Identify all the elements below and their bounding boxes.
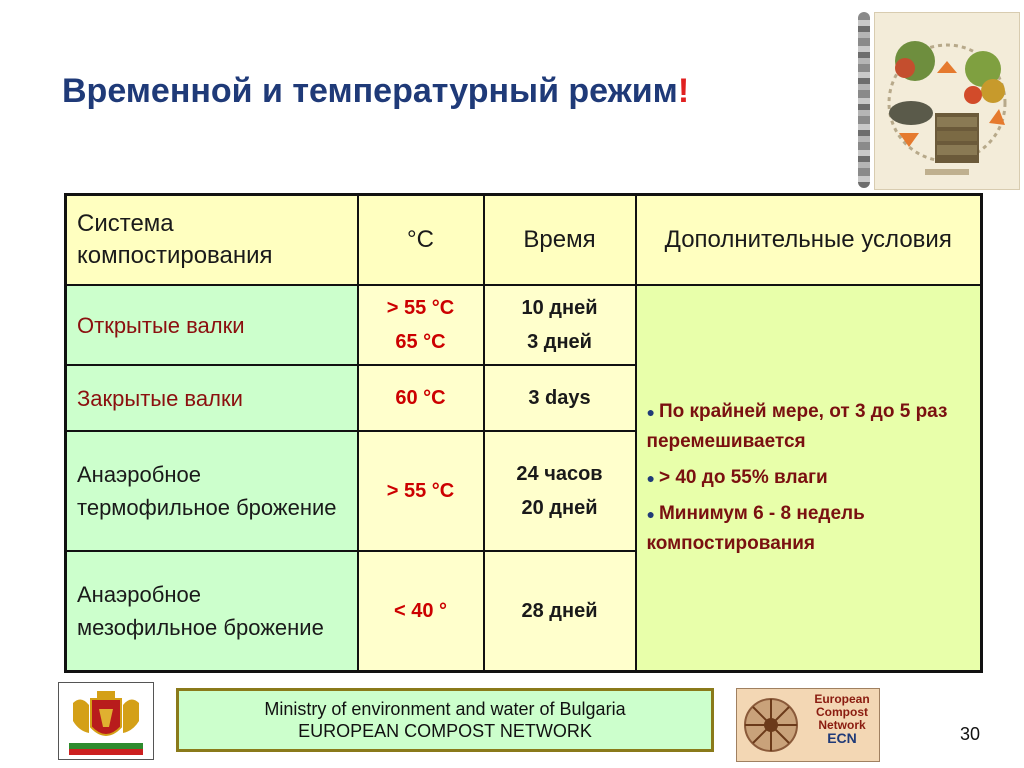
ecn-word: Network (818, 718, 866, 732)
compost-cycle-photo (874, 12, 1020, 190)
title-text: Временной и температурный режим (62, 72, 678, 110)
footer-line-1: Ministry of environment and water of Bulgaria (264, 699, 626, 719)
table-row (66, 285, 982, 365)
row-name-text: Открытые валки (77, 312, 245, 338)
header-conditions (636, 195, 982, 286)
condition-item (647, 499, 971, 559)
compost-cycle-svg (875, 13, 1019, 189)
ecn-acronym: ECN (827, 730, 857, 746)
footer-line-2: EUROPEAN COMPOST NETWORK (298, 721, 592, 741)
page-number: 30 (960, 724, 981, 744)
header-system (66, 195, 358, 286)
row-time-cell (484, 365, 636, 431)
row-name-text: Закрытые валки (77, 385, 243, 411)
time-value: 24 часов (516, 463, 603, 486)
temp-value: > 55 °C (386, 480, 455, 503)
row-temp-cell (358, 365, 484, 431)
condition-item (647, 463, 971, 493)
row-name-anaerobic-thermophilic (66, 431, 358, 551)
condition-item (647, 397, 971, 457)
title-exclamation: ! (677, 72, 690, 110)
conditions-list (647, 397, 971, 559)
header-temperature-text: °C (407, 226, 434, 253)
time-value: 10 дней (521, 297, 598, 320)
row-name-open-windrows (66, 285, 358, 365)
bullet-icon: ● (646, 404, 655, 420)
row-name-closed-windrows (66, 365, 358, 431)
header-temperature (358, 195, 484, 286)
temp-value: 65 °C (395, 331, 446, 354)
table-header-row (66, 195, 982, 286)
condition-text: Минимум 6 - 8 недель компостирования (646, 503, 865, 554)
ecn-logo-text (807, 693, 877, 745)
temp-value: < 40 ° (393, 600, 448, 623)
page-title (62, 72, 689, 111)
time-value: 3 дней (527, 331, 592, 354)
temp-value: 60 °C (395, 387, 446, 410)
row-time-cell (484, 551, 636, 671)
header-time (484, 195, 636, 286)
header-system-text: Система компостирования (77, 210, 273, 269)
bullet-icon: ● (646, 506, 655, 522)
coat-of-arms-svg (59, 683, 153, 759)
ministry-footer-box (176, 688, 714, 752)
stone-border (858, 12, 870, 188)
temp-value: > 55 °C (386, 297, 455, 320)
ecn-word: European (814, 692, 870, 706)
time-value: 20 дней (521, 497, 598, 520)
ecn-word: Compost (816, 705, 868, 719)
composting-table (64, 193, 983, 673)
row-time-cell (484, 285, 636, 365)
header-conditions-text: Дополнительные условия (664, 226, 952, 253)
ecn-logo-icon (736, 688, 880, 762)
condition-text: По крайней мере, от 3 до 5 раз перемешивается (646, 401, 948, 452)
time-value: 28 дней (521, 600, 598, 623)
time-value: 3 days (528, 387, 591, 410)
bullet-icon: ● (646, 470, 655, 486)
row-temp-cell (358, 285, 484, 365)
bulgaria-coat-of-arms-icon (58, 682, 154, 760)
row-name-text: Анаэробное мезофильное брожение (77, 582, 324, 641)
compost-cycle-illustration (858, 12, 1018, 188)
row-name-text: Анаэробное термофильное брожение (77, 462, 337, 521)
row-temp-cell (358, 551, 484, 671)
row-name-anaerobic-mesophilic (66, 551, 358, 671)
conditions-cell (636, 285, 982, 672)
row-temp-cell (358, 431, 484, 551)
condition-text: > 40 до 55% влаги (658, 467, 828, 488)
row-time-cell (484, 431, 636, 551)
header-time-text: Время (523, 226, 596, 253)
